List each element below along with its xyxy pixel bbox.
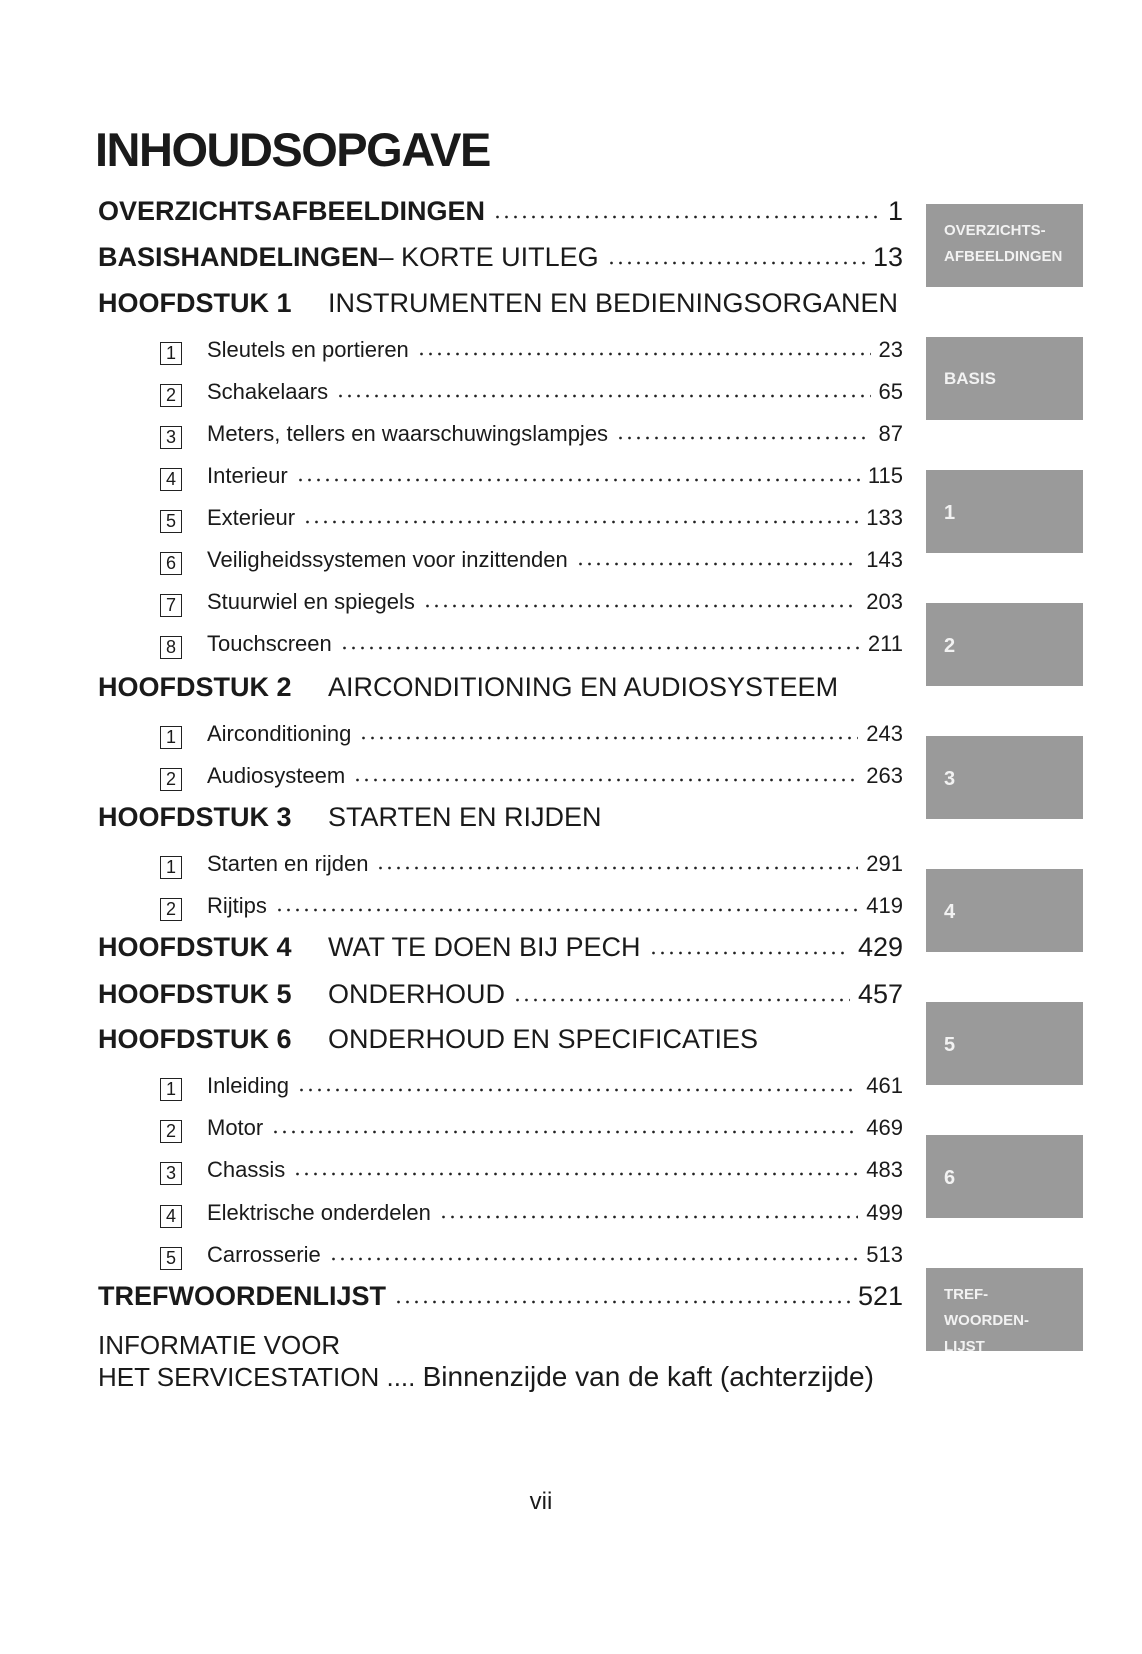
dot-leader [293,1171,858,1177]
dot-leader [296,477,860,483]
section-tab[interactable] [926,1268,1083,1355]
item-number-box: 1 [160,726,182,749]
page-number-ref: 1 [887,196,903,226]
page-number-ref: 143 [866,547,903,572]
toc-item[interactable] [160,379,903,405]
item-number-box: 2 [160,898,182,921]
item-number-box: 8 [160,636,182,659]
item-number-box: 1 [160,342,182,365]
page-number-ref: 291 [866,851,903,876]
page-number-ref: 483 [866,1157,903,1182]
page-number-ref: 115 [867,463,903,488]
tab-label: 2 [944,635,956,657]
item-label: Interieur [207,463,288,488]
page-number-ref: 263 [866,763,903,788]
section-tab[interactable] [926,603,1083,686]
toc-heading[interactable] [98,932,903,963]
section-tab[interactable] [926,736,1083,819]
toc-item[interactable] [160,421,903,447]
page-number-ref: 211 [867,631,903,656]
item-label: Rijtips [207,893,267,918]
item-number-box: 4 [160,1205,182,1228]
heading-subtitle: STARTEN EN RIJDEN [328,802,602,832]
tab-label: 6 [944,1167,956,1189]
dot-leader [271,1129,858,1135]
item-number-box: 3 [160,1162,182,1185]
dot-leader [376,865,858,871]
item-label: Touchscreen [207,631,332,656]
toc-item[interactable] [160,1242,903,1268]
section-tab[interactable] [926,1002,1083,1085]
toc-item[interactable] [160,763,903,789]
item-number-box: 2 [160,384,182,407]
heading-title: TREFWOORDENLIJST [98,1281,386,1311]
item-number-box: 5 [160,1247,182,1270]
tab-label: 3 [944,768,956,790]
dot-leader [616,435,870,441]
page-number-ref: 419 [866,893,903,918]
page-number: vii [529,1488,553,1515]
toc-item[interactable] [160,1200,903,1226]
dot-leader [607,260,865,266]
chapter-number: HOOFDSTUK 2 [98,672,292,702]
tab-label: TREF- [944,1286,989,1303]
toc-item[interactable] [160,631,903,657]
tab-label: 5 [944,1034,956,1056]
item-label: Veiligheidssystemen voor inzittenden [207,547,568,572]
toc-item[interactable] [160,721,903,747]
item-label: Inleiding [207,1073,289,1098]
dot-leader [394,1299,850,1305]
item-number-box: 5 [160,510,182,533]
dot-leader [417,351,871,357]
dot-leader [649,950,850,956]
dot-leader [439,1214,858,1220]
tab-label: OVERZICHTS- [944,222,1046,239]
page-number-ref: 429 [857,932,903,962]
dot-leader [423,603,858,609]
info-line-1: INFORMATIE VOOR [98,1330,341,1360]
item-number-box: 1 [160,1078,182,1101]
chapter-number: HOOFDSTUK 6 [98,1024,292,1054]
toc-item[interactable] [160,505,903,531]
toc-heading[interactable] [98,1281,903,1312]
toc-item[interactable] [160,851,903,877]
dot-leader [275,907,858,913]
info-location: Binnenzijde van de kaft (achterzijde) [422,1361,874,1392]
dot-leader [353,777,858,783]
page-number-ref: 457 [857,979,903,1009]
info-line-2 [98,1361,874,1393]
page-number-ref: 499 [866,1200,903,1225]
item-number-box: 2 [160,768,182,791]
page-number-ref: 469 [866,1115,903,1140]
section-tab[interactable] [926,1135,1083,1218]
page-number-ref: 65 [878,379,903,404]
toc-heading[interactable] [98,1024,903,1055]
dot-leader [340,645,860,651]
heading-subtitle: ONDERHOUD [328,979,506,1009]
dot-leader [303,519,858,525]
dot-leader [513,997,850,1003]
toc-item[interactable] [160,1073,903,1099]
toc-item[interactable] [160,893,903,919]
item-number-box: 2 [160,1120,182,1143]
item-label: Audiosysteem [207,763,346,788]
page-number-ref: 13 [872,242,903,272]
chapter-number: HOOFDSTUK 1 [98,288,292,318]
item-label: Schakelaars [207,379,329,404]
section-tab[interactable] [926,470,1083,553]
tab-label: WOORDEN- [944,1312,1029,1329]
dot-leader [336,393,870,399]
item-label: Chassis [207,1157,286,1182]
item-number-box: 7 [160,594,182,617]
heading-subtitle: ONDERHOUD EN SPECIFICATIES [328,1024,759,1054]
toc-heading[interactable] [98,196,903,227]
item-label: Airconditioning [207,721,352,746]
chapter-number: HOOFDSTUK 4 [98,932,292,962]
item-label: Starten en rijden [207,851,369,876]
page-number-ref: 243 [866,721,903,746]
item-label: Carrosserie [207,1242,321,1267]
page-number-ref: 513 [866,1242,903,1267]
tab-label: LIJST [944,1338,985,1355]
toc-item[interactable] [160,589,903,615]
toc-heading[interactable] [98,802,903,833]
info-label: HET SERVICESTATION [98,1362,380,1392]
page-number-ref: 203 [866,589,903,614]
toc-item[interactable] [160,1157,903,1183]
item-number-box: 4 [160,468,182,491]
chapter-number: HOOFDSTUK 3 [98,802,292,832]
toc-item[interactable] [160,337,903,363]
info-dots: .... [379,1362,423,1392]
tab-label: BASIS [944,369,996,388]
item-label: Motor [207,1115,264,1140]
section-tab[interactable] [926,204,1083,287]
page-number-ref: 87 [878,421,903,446]
item-label: Meters, tellers en waarschuwingslampjes [207,421,609,446]
page-number-ref: 521 [857,1281,903,1311]
tab-label: AFBEELDINGEN [944,248,1063,265]
dot-leader [359,735,858,741]
heading-subtitle: AIRCONDITIONING EN AUDIOSYSTEEM [328,672,839,702]
section-tab[interactable] [926,869,1083,952]
toc-item[interactable] [160,547,903,573]
dot-leader [329,1256,859,1262]
heading-title: OVERZICHTSAFBEELDINGEN [98,196,486,226]
item-label: Stuurwiel en spiegels [207,589,415,614]
heading-subtitle: WAT TE DOEN BIJ PECH [328,932,641,962]
tab-label: 1 [944,502,956,524]
toc-heading[interactable] [98,242,903,273]
chapter-number: HOOFDSTUK 5 [98,979,292,1009]
item-label: Exterieur [207,505,296,530]
section-tab[interactable] [926,337,1083,420]
heading-subtitle: – KORTE UITLEG [378,242,599,272]
heading-title: BASISHANDELINGEN [98,242,379,272]
page-number-ref: 461 [866,1073,903,1098]
dot-leader [493,214,880,220]
item-number-box: 1 [160,856,182,879]
heading-subtitle: INSTRUMENTEN EN BEDIENINGSORGANEN [328,288,899,318]
page-title: INHOUDSOPGAVE [95,123,490,176]
toc-item[interactable] [160,463,903,489]
page-number-ref: 23 [878,337,903,362]
toc-heading[interactable] [98,288,903,319]
dot-leader [297,1087,858,1093]
item-number-box: 6 [160,552,182,575]
dot-leader [576,561,859,567]
toc-item[interactable] [160,1115,903,1141]
item-number-box: 3 [160,426,182,449]
tab-label: 4 [944,901,956,923]
page-number-ref: 133 [866,505,903,530]
item-label: Sleutels en portieren [207,337,409,362]
toc-heading[interactable] [98,672,903,703]
toc-heading[interactable] [98,979,903,1010]
item-label: Elektrische onderdelen [207,1200,431,1225]
